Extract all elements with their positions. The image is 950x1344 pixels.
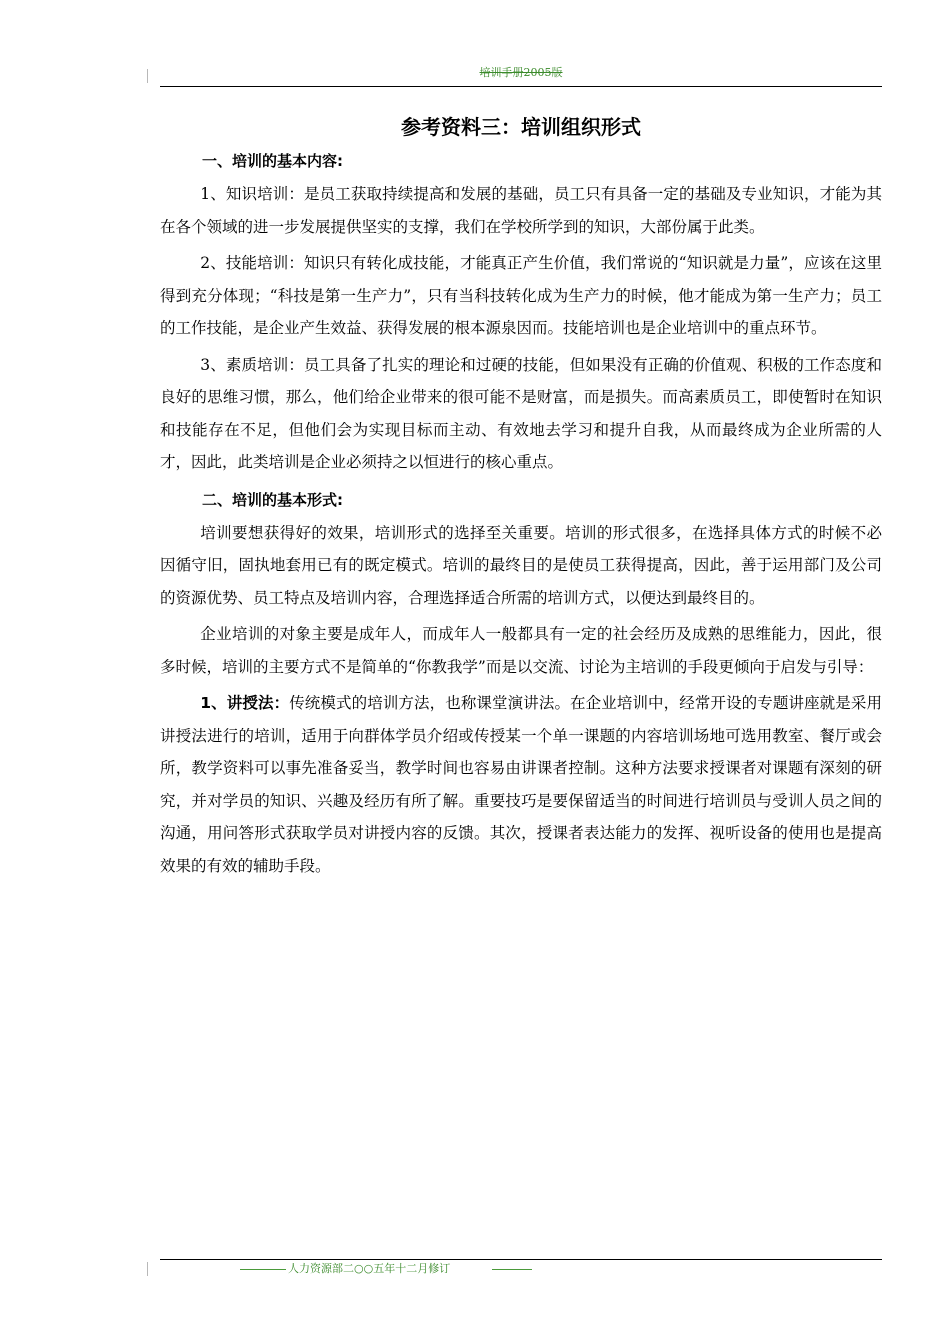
running-header: 培训手册2005版: [479, 66, 563, 79]
section-heading-basic-content: 一、培训的基本内容:: [202, 152, 343, 170]
paragraph-skill-training: 2、技能培训：知识只有转化成技能，才能真正产生价值，我们常说的“知识就是力量”，应该在这里得到充分体现；“科技是第一生产力”，只有当科技转化成为生产力的时候，他才能成为第一生产力；员工的工作技能，是企业产生效益、获得发展的根本源泉因而。技能培训也是企业培训中的重点环节。: [160, 254, 882, 337]
section-heading-basic-forms: 二、培训的基本形式:: [202, 490, 343, 509]
page-corner-mark-bottom: [147, 1262, 148, 1276]
lecture-method-text: 传统模式的培训方法，也称课堂演讲法。在企业培训中，经常开设的专题讲座就是采用讲授法进行的培训，适用于向群体学员介绍或传授某一个单一课题的内容培训场地可选用教室、餐厅或会所，教学资料可以事先准备妥当，教学时间也容易由讲课者控制。这种方法要求授课者对课题有深刻的研究，并对学员的知识、兴趣及经历有所了解。重要技巧是要保留适当的时间进行培训员与受训人员之间的沟通，用问答形式获取学员对讲授内容的反馈。其次，授课者表达能力的发挥、视听设备的使用也是提高效果的有效的辅助手段。: [160, 694, 882, 875]
paragraph-quality-training: 3、素质培训：员工具备了扎实的理论和过硬的技能，但如果没有正确的价值观、积极的工作态度和良好的思维习惯，那么，他们给企业带来的很可能不是财富，而是损失。而高素质员工，即使暂时在知识和技能存在不足，但他们会为实现目标而主动、有效地去学习和提升自我，从而最终成为企业所需的人才，因此，此类培训是企业必须持之以恒进行的核心重点。: [160, 355, 882, 471]
lecture-method-lead: 1、讲授法：: [200, 694, 290, 712]
footer-text: 人力资源部二○○五年十二月修订: [288, 1262, 451, 1275]
footer-dash-left: [240, 1269, 286, 1270]
header-rule: [160, 86, 882, 87]
paragraph-adult-learners: 企业培训的对象主要是成年人，而成年人一般都具有一定的社会经历及成熟的思维能力，因此，很多时候，培训的主要方式不是简单的“你教我学”而是以交流、讨论为主培训的手段更倾向于启发与引导：: [160, 625, 882, 676]
page-corner-mark-top: [147, 69, 148, 83]
paragraph-knowledge-training: 1、知识培训：是员工获取持续提高和发展的基础，员工只有具备一定的基础及专业知识，才能为其在各个领域的进一步发展提供坚实的支撑，我们在学校所学到的知识，大部份属于此类。: [160, 185, 882, 236]
paragraph-form-selection: 培训要想获得好的效果，培训形式的选择至关重要。培训的形式很多，在选择具体方式的时候不必因循守旧，固执地套用已有的既定模式。培训的最终目的是使员工获得提高，因此，善于运用部门及公司的资源优势、员工特点及培训内容，合理选择适合所需的培训方式，以便达到最终目的。: [160, 523, 882, 607]
page-body: [160, 110, 882, 886]
running-footer: [240, 1260, 540, 1276]
page-title: 参考资料三：培训组织形式: [401, 115, 641, 139]
paragraph-lecture-method: [160, 687, 882, 882]
footer-dash-right: [492, 1269, 532, 1270]
